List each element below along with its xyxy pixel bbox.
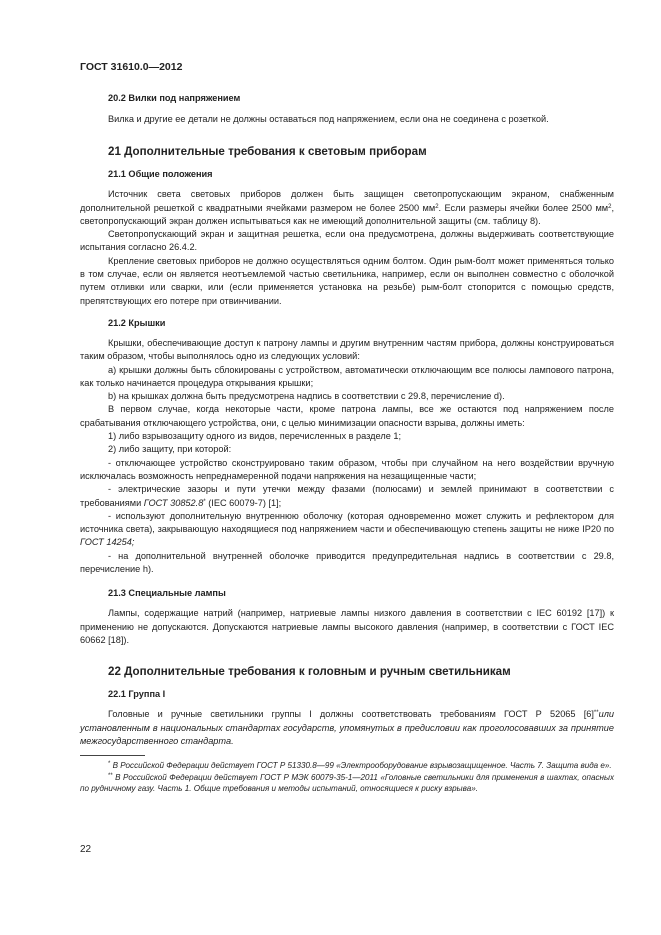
paragraph: Крепление световых приборов не должно осуществляться одним болтом. Один рым-болт может применяться только в том случае, если он является неотъемлемой частью светильника, например, если он выполнен совместно с оболочкой путем отливки или сварки, или (если применяется установка на резьбе) рым-болт стопорится с помощью средств, препятствующих его потере при отвинчивании.: [80, 255, 614, 306]
paragraph: Крышки, обеспечивающие доступ к патрону лампы и другим внутренним частям прибора, должны конструироваться таким образом, чтобы выполнялось одно из следующих условий:: [80, 337, 614, 362]
standard-reference: ГОСТ 30852.8: [143, 497, 204, 508]
heading-20-2: 20.2 Вилки под напряжением: [108, 93, 241, 103]
paragraph: В первом случае, когда некоторые части, кроме патрона лампы, все же остаются под напряжением после срабатывания отключающего устройства, они, с целью минимизации опасности взрыва, должны иметь:: [80, 404, 614, 428]
list-item: - электрические зазоры и пути утечки между фазами (полюсами) и землей принимают в соответствии с требованиями ГОСТ 30852.8* (IEC 60079-7) [1];: [80, 484, 614, 508]
paragraph: Лампы, содержащие натрий (например, натриевые лампы низкого давления в соответствии с IEC 60192 [17]) к применению не допускаются. Допускаются натриевые лампы высокого давления (например, в соответствии с ГОСТ IEC 60662 [18]).: [80, 608, 614, 645]
heading-22: 22 Дополнительные требования к головным и ручным светильникам: [108, 665, 511, 679]
heading-21: 21 Дополнительные требования к световым приборам: [108, 145, 427, 159]
heading-21-2: 21.2 Крышки: [108, 317, 166, 328]
heading-21-1: 21.1 Общие положения: [108, 169, 213, 180]
list-item: - используют дополнительную внутреннюю оболочку (которая одновременно может служить и рефлектором для источника света), закрывающую находящиеся под напряжением части и обеспечивающую степень защиты не ниже IP20 по ГОСТ 14254;: [80, 510, 614, 548]
standard-reference: ГОСТ 14254;: [80, 537, 135, 548]
footnote: * В Российской Федерации действует ГОСТ Р 51330.8—99 «Электрооборудование взрывозащищенное. Часть 7. Защита вида е».: [108, 761, 612, 771]
list-item: - на дополнительной внутренней оболочке приводится предупредительная надпись в соответствии с 29.8, перечисление h).: [80, 550, 614, 575]
paragraph: Головные и ручные светильники группы I должны соответствовать требованиям ГОСТ Р 52065 [6]**или установленным в национальных стандартах государств, упомянутых в предисловии как проголосовавших за принятие межгосударственного стандарта.: [80, 709, 614, 746]
heading-21-3: 21.3 Специальные лампы: [108, 588, 226, 599]
page-content: [80, 92, 614, 795]
paragraph: Светопропускающий экран и защитная решетка, если она предусмотрена, должны выдерживать соответствующие испытания согласно 26.4.2.: [80, 229, 614, 253]
list-item: - отключающее устройство сконструировано таким образом, чтобы при случайном на него воздействии вручную исключалась возможность непреднамеренной подачи напряжения на незащищенные части;: [80, 457, 614, 481]
paragraph: Источник света световых приборов должен быть защищен светопропускающим экраном, снабженным дополнительной решеткой с квадратными ячейками размером не более 2500 $мм^2$. Если размеры ячейки более 2500 $мм^2$, светопропускающий экран должен испытываться как не имеющий дополнительной защиты (см. таблицу 8).: [80, 189, 614, 226]
paragraph: Вилка и другие ее детали не должны оставаться под напряжением, если она не соединена с розеткой.: [108, 114, 549, 124]
footnote-divider: [80, 755, 145, 756]
running-header: ГОСТ 31610.0—2012: [80, 61, 183, 73]
footnote: ** В Российской Федерации действует ГОСТ Р МЭК 60079-35-1—2011 «Головные светильники для применения в шахтах, опасных по рудничному газу. Часть 1. Общие требования и методы испытаний, относящиеся к риску взрыва».: [80, 772, 614, 794]
list-item: b) на крышках должна быть предусмотрена надпись в соответствии с 29.8, перечисление d).: [108, 391, 505, 402]
list-item: 2) либо защиту, при которой:: [108, 444, 232, 455]
heading-22-1: 22.1 Группа I: [108, 689, 166, 700]
list-item: a) крышки должны быть сблокированы с устройством, автоматически отключающим все полюсы лампового патрона, как только начинается процедура открывания крышки;: [80, 364, 614, 388]
list-item: 1) либо взрывозащиту одного из видов, перечисленных в разделе 1;: [108, 431, 402, 442]
page-number: 22: [80, 844, 92, 855]
